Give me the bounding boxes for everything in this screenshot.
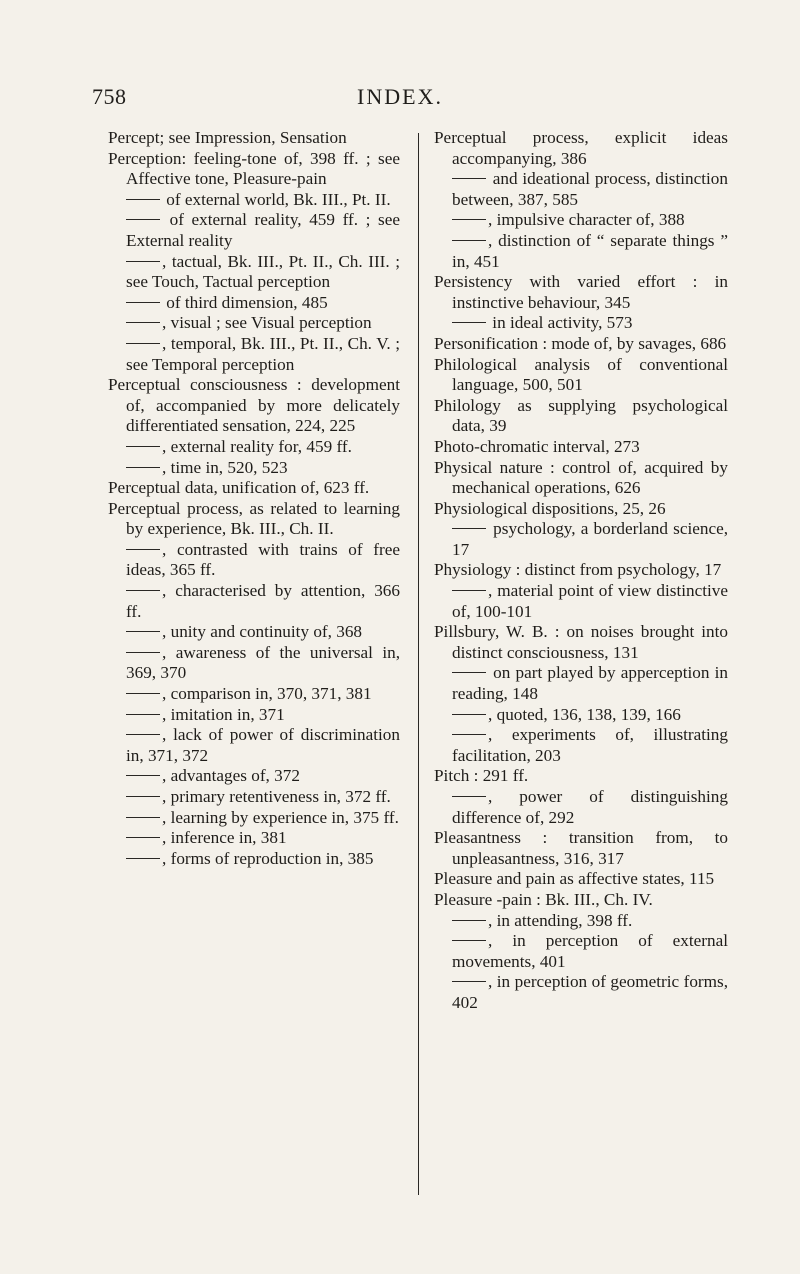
page-number: 758 <box>92 84 127 109</box>
entry-text: of third dimension, 485 <box>166 292 328 312</box>
entry-text: on part played by apperception in reading, 148 <box>452 663 729 704</box>
repeat-dash <box>452 178 486 179</box>
index-entry <box>108 375 400 437</box>
entry-text: Photo-chromatic interval, 273 <box>434 436 640 456</box>
entry-text: Physiology : distinct from psychology, 17 <box>434 560 722 580</box>
entry-text: Perceptual process, explicit ideas accompanying, 386 <box>434 128 728 168</box>
entry-text: , time in, 520, 523 <box>162 457 288 477</box>
repeat-dash <box>126 837 160 838</box>
index-subentry <box>434 313 728 334</box>
repeat-dash <box>452 981 486 982</box>
entry-text: , contrasted with trains of free ideas, 365 ff. <box>126 539 400 580</box>
repeat-dash <box>126 858 160 859</box>
entry-text: , distinction of “ separate things ” in, 451 <box>452 230 728 271</box>
index-subentry <box>108 643 400 684</box>
entry-text: , awareness of the universal in, 369, 370 <box>126 642 400 683</box>
column-divider <box>418 133 419 1195</box>
repeat-dash <box>452 322 486 323</box>
index-subentry <box>434 787 728 828</box>
entry-text: in ideal activity, 573 <box>492 313 633 333</box>
index-column-right <box>434 128 728 1014</box>
index-entry <box>434 458 728 499</box>
repeat-dash <box>126 693 160 694</box>
entry-text: , unity and continuity of, 368 <box>162 622 363 642</box>
entry-text: , comparison in, 370, 371, 381 <box>162 684 372 704</box>
index-subentry <box>434 911 728 932</box>
entry-text: Physiological dispositions, 25, 26 <box>434 498 666 518</box>
index-subentry <box>108 787 400 808</box>
index-subentry <box>434 169 728 210</box>
entry-text: of external world, Bk. III., Pt. II. <box>166 189 391 209</box>
index-entry <box>434 334 728 355</box>
index-entry <box>108 499 400 540</box>
entry-text: , characterised by attention, 366 ff. <box>126 581 400 621</box>
repeat-dash <box>126 446 160 447</box>
repeat-dash <box>452 734 486 735</box>
index-entry <box>108 128 400 149</box>
index-subentry <box>108 293 400 314</box>
entry-text: , experiments of, illustrating facilitation, 203 <box>452 725 728 765</box>
index-entry <box>434 622 728 663</box>
entry-text: Philology as supplying psychological data, 39 <box>434 395 728 436</box>
index-subentry <box>108 437 400 458</box>
index-entry <box>434 560 728 581</box>
index-subentry <box>108 313 400 334</box>
index-entry <box>434 890 728 911</box>
index-entry <box>434 396 728 437</box>
repeat-dash <box>452 590 486 591</box>
entry-text: , in perception of external movements, 401 <box>452 931 728 971</box>
repeat-dash <box>452 796 486 797</box>
repeat-dash <box>452 920 486 921</box>
entry-text: Pillsbury, W. B. : on noises brought into distinct consciousness, 131 <box>434 622 728 662</box>
entry-text: , in perception of geometric forms, 402 <box>452 972 728 1012</box>
index-subentry <box>108 252 400 293</box>
repeat-dash <box>452 714 486 715</box>
repeat-dash <box>126 261 160 262</box>
entry-text: Philological analysis of conventional language, 500, 501 <box>434 354 728 395</box>
repeat-dash <box>126 219 160 220</box>
entry-text: Perceptual consciousness : development of, accompanied by more delicately differentiated sensation, 224, 225 <box>108 375 400 436</box>
index-subentry <box>108 334 400 375</box>
index-subentry <box>108 808 400 829</box>
entry-text: , temporal, Bk. III., Pt. II., Ch. V. ; see Temporal perception <box>126 333 400 374</box>
entry-text: Perceptual process, as related to learning by experience, Bk. III., Ch. II. <box>108 498 400 539</box>
index-subentry <box>434 725 728 766</box>
entry-text: Persistency with varied effort : in instinctive behaviour, 345 <box>434 272 728 312</box>
entry-text: psychology, a borderland science, 17 <box>452 519 728 559</box>
repeat-dash <box>452 219 486 220</box>
index-entry <box>108 478 400 499</box>
entry-text: Perceptual data, unification of, 623 ff. <box>108 478 370 498</box>
repeat-dash <box>126 631 160 632</box>
entry-text: , inference in, 381 <box>162 828 287 848</box>
entry-text: , advantages of, 372 <box>162 766 300 786</box>
entry-text: , impulsive character of, 388 <box>488 210 685 230</box>
repeat-dash <box>126 199 160 200</box>
entry-text: , in attending, 398 ff. <box>488 910 633 930</box>
index-column-left <box>108 128 400 869</box>
repeat-dash <box>452 240 486 241</box>
entry-text: Percept; see Impression, Sensation <box>108 128 347 147</box>
entry-text: Pitch : 291 ff. <box>434 766 529 786</box>
repeat-dash <box>126 549 160 550</box>
repeat-dash <box>126 796 160 797</box>
index-subentry <box>108 540 400 581</box>
index-entry <box>434 355 728 396</box>
page-header <box>0 84 800 114</box>
entry-text: of external reality, 459 ff. ; see External reality <box>126 210 401 250</box>
entry-text: Perception: feeling-tone of, 398 ff. ; see Affective tone, Pleasure-pain <box>108 148 400 189</box>
repeat-dash <box>126 322 160 323</box>
entry-text: , learning by experience in, 375 ff. <box>162 807 399 827</box>
repeat-dash <box>126 775 160 776</box>
entry-text: Pleasure -pain : Bk. III., Ch. IV. <box>434 889 653 909</box>
index-entry <box>108 149 400 190</box>
index-subentry <box>434 972 728 1013</box>
index-subentry <box>108 190 400 211</box>
entry-text: , visual ; see Visual perception <box>162 313 372 333</box>
repeat-dash <box>452 940 486 941</box>
index-subentry <box>434 581 728 622</box>
index-subentry <box>108 725 400 766</box>
repeat-dash <box>126 302 160 303</box>
index-subentry <box>108 684 400 705</box>
repeat-dash <box>452 672 486 673</box>
repeat-dash <box>452 528 486 529</box>
entry-text: , external reality for, 459 ff. <box>162 436 352 456</box>
index-subentry <box>434 705 728 726</box>
index-subentry <box>108 581 400 622</box>
entry-text: and ideational process, distinction between, 387, 585 <box>452 169 728 209</box>
index-entry <box>434 766 728 787</box>
entry-text: Pleasantness : transition from, to unpleasantness, 316, 317 <box>434 828 728 868</box>
index-subentry <box>108 622 400 643</box>
repeat-dash <box>126 343 160 344</box>
index-entry <box>434 437 728 458</box>
repeat-dash <box>126 590 160 591</box>
index-entry <box>434 499 728 520</box>
repeat-dash <box>126 467 160 468</box>
entry-text: , power of distinguishing difference of, 292 <box>452 787 728 827</box>
index-entry <box>434 272 728 313</box>
entry-text: , material point of view distinctive of, 100-101 <box>452 581 728 621</box>
index-subentry <box>108 828 400 849</box>
entry-text: , quoted, 136, 138, 139, 166 <box>488 704 681 724</box>
entry-text: , tactual, Bk. III., Pt. II., Ch. III. ; see Touch, Tactual perception <box>126 251 400 292</box>
entry-text: , imitation in, 371 <box>162 704 285 724</box>
index-subentry <box>434 663 728 704</box>
repeat-dash <box>126 652 160 653</box>
repeat-dash <box>126 734 160 735</box>
entry-text: Personification : mode of, by savages, 686 <box>434 333 727 353</box>
index-entry <box>434 828 728 869</box>
repeat-dash <box>126 817 160 818</box>
index-subentry <box>108 705 400 726</box>
running-title: INDEX. <box>357 84 443 109</box>
index-subentry <box>108 849 400 870</box>
index-subentry <box>434 931 728 972</box>
entry-text: Physical nature : control of, acquired by mechanical operations, 626 <box>434 457 728 498</box>
index-entry <box>434 869 728 890</box>
entry-text: Pleasure and pain as affective states, 115 <box>434 869 715 889</box>
entry-text: , forms of reproduction in, 385 <box>162 848 374 868</box>
index-subentry <box>434 210 728 231</box>
entry-text: , lack of power of discrimination in, 371, 372 <box>126 725 400 765</box>
index-subentry <box>108 210 400 251</box>
index-subentry <box>434 519 728 560</box>
index-subentry <box>434 231 728 272</box>
index-subentry <box>108 458 400 479</box>
entry-text: , primary retentiveness in, 372 ff. <box>162 787 391 806</box>
index-subentry <box>108 766 400 787</box>
repeat-dash <box>126 714 160 715</box>
index-entry <box>434 128 728 169</box>
